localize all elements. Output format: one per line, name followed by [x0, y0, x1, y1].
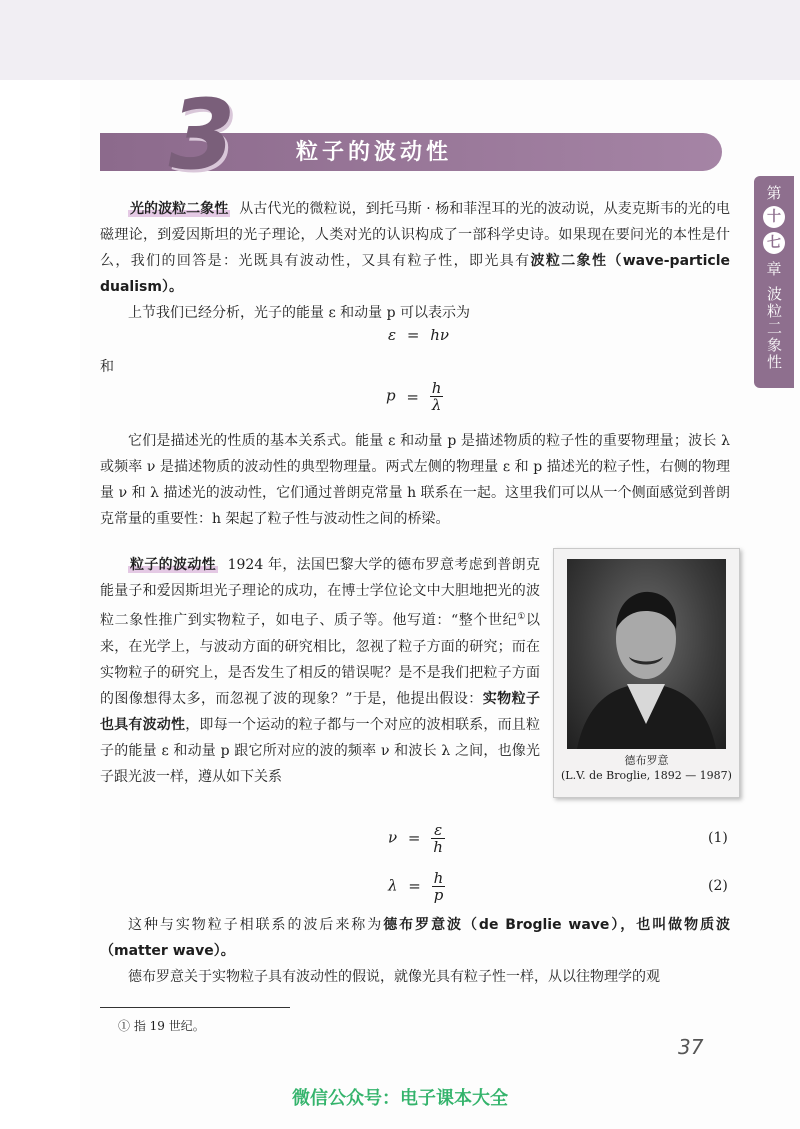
- p1-keyword: 波粒二象性: [530, 253, 608, 269]
- eq-momentum-den: λ: [431, 396, 442, 414]
- p5-keyword-de-broglie: 德布罗意波: [383, 917, 463, 933]
- equation-2: [388, 870, 445, 903]
- footnote-mark: ①: [517, 612, 526, 622]
- footnote-divider: [100, 1007, 290, 1008]
- p1-text-a: 从古代光的微粒说，到托马斯 · 杨和菲涅耳的光的波动说，从麦克斯韦的光的电磁理论，到爱因斯坦的光子理论，人类对光的认识构成了一部科学史诗。如果现在要问光的本性是什么，我们的回答是：光既具有波动性，又具有粒子性，即光具有: [100, 201, 730, 269]
- page-number: 37: [678, 1035, 704, 1059]
- section-title: 粒子的波动性: [296, 140, 453, 165]
- eq-momentum-sign: =: [406, 387, 419, 406]
- tab-num-1: 十: [763, 206, 785, 228]
- eq-momentum-num: h: [431, 379, 442, 397]
- p5-text-a: 这种与实物粒子相联系的波后来称为: [128, 917, 384, 933]
- eq1-num: ε: [431, 822, 445, 839]
- eq2-sign: =: [408, 876, 421, 895]
- p5-text-c: （matter wave）。: [100, 943, 235, 959]
- eq1-den: h: [433, 838, 443, 856]
- eq1-fraction: [431, 822, 445, 855]
- eq2-num: h: [433, 869, 444, 887]
- portrait-caption-cn: 德布罗意: [624, 754, 669, 767]
- section-number: 3: [168, 79, 236, 191]
- tab-num-2: 七: [763, 232, 785, 254]
- p5-text-b: （de Broglie wave），也叫做: [462, 917, 685, 933]
- p4-text-b: 以来，在光学上，与波动方面的研究相比，忽视了粒子方面的研究；而在实物粒子的研究上，是否发生了相反的错误呢？是不是我们把粒子方面的图像想得太多，而忽视了波的现象？”于是，他提出假设：: [100, 612, 540, 707]
- word-and: 和: [100, 359, 114, 375]
- term-particle-wave: 粒子的波动性: [130, 557, 217, 573]
- eq-energy-rhs: hν: [430, 326, 449, 344]
- p1-text-b: （wave-particle dualism）。: [100, 253, 731, 295]
- p4-keyword: 实物粒子也具有波动性: [100, 690, 541, 733]
- tab-prefix: 第: [766, 184, 782, 202]
- p4-text-a: 1924 年，法国巴黎大学的德布罗意考虑到普朗克能量子和爱因斯坦光子理论的成功，在博士学位论文中大胆地把光的波粒二象性推广到实物粒子，如电子、质子等。他写道：“整个世纪: [100, 557, 541, 629]
- portrait-figure: [553, 548, 740, 798]
- eq1-lhs: ν: [388, 828, 398, 847]
- tab-suffix: 章: [766, 260, 782, 278]
- eq-momentum-lhs: p: [386, 386, 396, 405]
- portrait-photo: [567, 559, 726, 749]
- eq-momentum-fraction: [430, 380, 444, 413]
- eq1-sign: =: [407, 828, 421, 847]
- p5-keyword-matter-wave: 物质波: [684, 917, 731, 933]
- equation-1: [388, 822, 445, 855]
- eq2-den: p: [433, 886, 444, 904]
- paragraph-photon-intro: 上节我们已经分析，光子的能量 ε 和动量 p 可以表示为: [128, 305, 471, 321]
- person-silhouette: [567, 559, 726, 749]
- watermark-text: 微信公众号：电子课本大全: [292, 1088, 508, 1109]
- paragraph-hypothesis: 德布罗意关于实物粒子具有波动性的假说，就像光具有粒子性一样，从以往物理学的观: [128, 969, 660, 985]
- portrait-caption-en: (L.V. de Broglie, 1892 — 1987): [561, 769, 732, 782]
- equation-energy: [388, 326, 449, 344]
- tab-chapter-title: 波粒二象性: [765, 286, 783, 371]
- equation-2-number: (2): [708, 878, 728, 894]
- top-margin: [0, 0, 800, 80]
- paragraph-particle-wave: [100, 552, 540, 790]
- eq-energy-lhs: ε: [388, 326, 397, 344]
- eq2-lhs: λ: [388, 876, 398, 895]
- equation-momentum: [386, 380, 443, 413]
- eq2-fraction: [432, 870, 446, 903]
- paragraph-relations: 它们是描述光的性质的基本关系式。能量 ε 和动量 p 是描述物质的粒子性的重要物理量；波长 λ 或频率 ν 是描述物质的波动性的典型物理量。两式左侧的物理量 ε 和 p 描述光的粒子性，右侧的物理量 ν 和 λ 描述光的波动性，它们通过普朗克常量 h 联系在一起。这里我们可以从一个侧面感觉到普朗克常量的重要性：h 架起了粒子性与波动性之间的桥梁。: [100, 433, 730, 527]
- chapter-side-tab: [754, 176, 794, 388]
- equation-1-number: (1): [708, 830, 728, 846]
- eq-energy-sign: =: [406, 326, 420, 344]
- paragraph-wave-particle: [100, 196, 730, 300]
- p4-text-c: ，即每一个运动的粒子都与一个对应的波相联系，而且粒子的能量 ε 和动量 p 跟它所对应的波的频率 ν 和波长 λ 之间，也像光子跟光波一样，遵从如下关系: [100, 716, 541, 785]
- footnote: ① 指 19 世纪。: [118, 1019, 205, 1033]
- term-wave-particle-dualism: 光的波粒二象性: [130, 201, 229, 217]
- paragraph-matter-wave: [100, 912, 730, 964]
